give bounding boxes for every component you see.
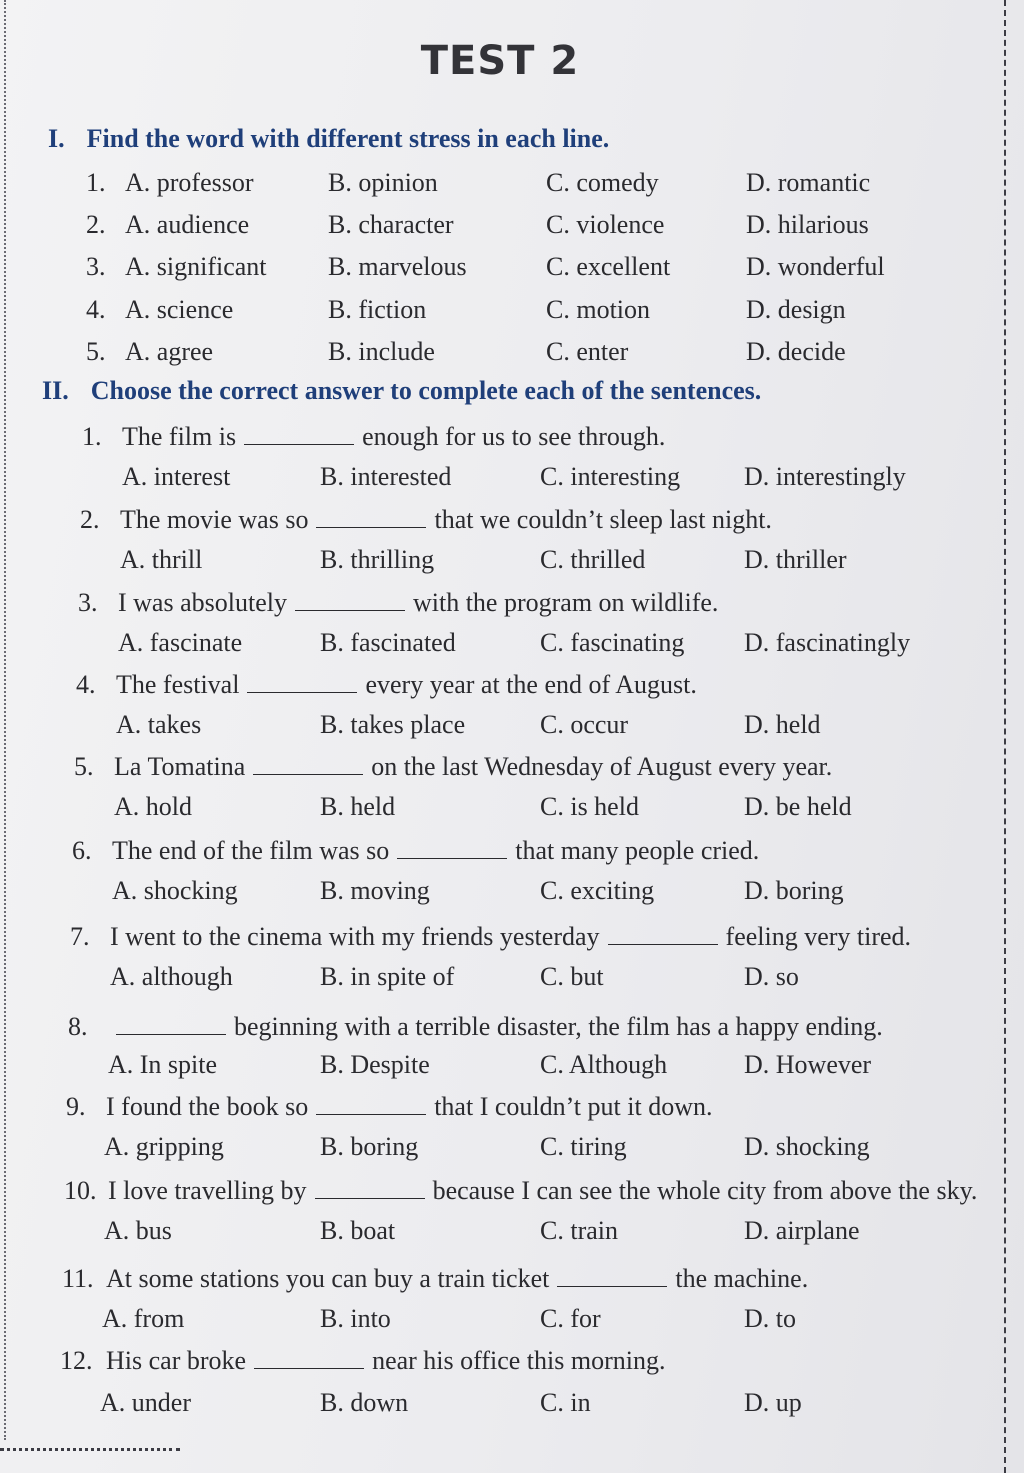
option-d[interactable]: D. fascinatingly <box>744 628 911 657</box>
option-b[interactable]: B. fiction <box>328 295 427 324</box>
option-b[interactable]: B. fascinated <box>320 628 456 657</box>
option-d[interactable]: D. However <box>744 1050 872 1079</box>
option-a[interactable]: A. fascinate <box>118 628 243 657</box>
answer-blank[interactable] <box>557 1286 667 1287</box>
stress-question-row <box>0 337 1000 377</box>
question-number: 10. <box>64 1176 97 1205</box>
option-a[interactable]: A. agree <box>125 337 214 366</box>
option-a[interactable]: A. significant <box>125 252 267 281</box>
option-c[interactable]: C. motion <box>546 295 651 324</box>
question-stem-after: on the last Wednesday of August every year. <box>371 752 833 781</box>
question-row <box>0 422 1000 462</box>
answer-blank[interactable] <box>397 858 507 859</box>
right-cut-line <box>1004 0 1006 1473</box>
question-number: 12. <box>60 1346 93 1375</box>
question-text <box>108 1176 977 1206</box>
option-c[interactable]: C. occur <box>540 710 629 739</box>
question-stem-after: that we couldn’t sleep last night. <box>434 505 772 534</box>
page-title: TEST 2 <box>420 38 580 84</box>
option-b[interactable]: B. opinion <box>328 168 438 197</box>
options-row <box>0 876 1000 916</box>
question-text <box>106 1346 665 1376</box>
option-c[interactable]: C. excellent <box>546 252 671 281</box>
option-d[interactable]: D. wonderful <box>746 252 885 281</box>
option-a[interactable]: A. hold <box>114 792 192 821</box>
answer-blank[interactable] <box>254 1368 364 1369</box>
stress-question-row <box>0 252 1000 292</box>
option-b[interactable]: B. marvelous <box>328 252 467 281</box>
question-number: 1. <box>86 168 106 197</box>
options-row <box>0 1216 1000 1256</box>
question-stem-after: near his office this morning. <box>372 1346 666 1375</box>
option-b[interactable]: B. boat <box>320 1216 396 1245</box>
question-text <box>106 1264 808 1294</box>
question-number: 5. <box>74 752 94 781</box>
answer-blank[interactable] <box>315 1198 425 1199</box>
option-d[interactable]: D. be held <box>744 792 852 821</box>
option-d[interactable]: D. romantic <box>746 168 871 197</box>
answer-blank[interactable] <box>247 692 357 693</box>
question-number: 9. <box>66 1092 86 1121</box>
question-text <box>120 505 772 535</box>
option-c[interactable]: C. Although <box>540 1050 668 1079</box>
question-text <box>112 836 759 866</box>
question-row <box>0 588 1000 628</box>
option-c[interactable]: C. in <box>540 1388 591 1417</box>
options-row <box>0 462 1000 502</box>
option-a[interactable]: A. audience <box>125 210 250 239</box>
option-b[interactable]: B. down <box>320 1388 409 1417</box>
answer-blank[interactable] <box>244 444 354 445</box>
options-row <box>0 1304 1000 1344</box>
question-row <box>0 505 1000 545</box>
option-d[interactable]: D. held <box>744 710 821 739</box>
option-b[interactable]: B. thrilling <box>320 545 435 574</box>
question-stem-after: enough for us to see through. <box>362 422 666 451</box>
question-text <box>108 1012 883 1042</box>
bottom-cut-line <box>0 1448 180 1451</box>
option-c[interactable]: C. tiring <box>540 1132 627 1161</box>
option-d[interactable]: D. design <box>746 295 846 324</box>
option-c[interactable]: C. thrilled <box>540 545 646 574</box>
option-a[interactable]: A. although <box>110 962 233 991</box>
question-number: 8. <box>68 1012 88 1041</box>
question-text <box>122 422 665 452</box>
question-stem-before: I found the book so <box>106 1092 309 1121</box>
question-stem-after: with the program on wildlife. <box>412 588 719 617</box>
options-row <box>0 628 1000 668</box>
option-b[interactable]: B. boring <box>320 1132 419 1161</box>
question-number: 2. <box>86 210 106 239</box>
option-b[interactable]: B. include <box>328 337 435 366</box>
options-row <box>0 1132 1000 1172</box>
stress-question-row <box>0 210 1000 250</box>
question-stem-before: I went to the cinema with my friends yesterday <box>110 922 600 951</box>
section-2-number: II. <box>42 376 69 405</box>
option-c[interactable]: C. fascinating <box>540 628 685 657</box>
answer-blank[interactable] <box>608 944 718 945</box>
question-stem-before: His car broke <box>106 1346 247 1375</box>
option-b[interactable]: B. held <box>320 792 396 821</box>
options-row <box>0 545 1000 585</box>
question-stem-before: I love travelling by <box>108 1176 307 1205</box>
question-text <box>116 670 697 700</box>
option-d[interactable]: D. to <box>744 1304 796 1333</box>
question-number: 5. <box>86 337 106 366</box>
option-a[interactable]: A. takes <box>116 710 202 739</box>
answer-blank[interactable] <box>116 1034 226 1035</box>
question-stem-after: feeling very tired. <box>725 922 912 951</box>
question-stem-before: The festival <box>116 670 240 699</box>
option-b[interactable]: B. moving <box>320 876 430 905</box>
option-b[interactable]: B. character <box>328 210 454 239</box>
option-a[interactable]: A. shocking <box>112 876 238 905</box>
question-row <box>0 752 1000 792</box>
option-a[interactable]: A. professor <box>125 168 254 197</box>
answer-blank[interactable] <box>316 527 426 528</box>
option-c[interactable]: C. violence <box>546 210 665 239</box>
options-row <box>0 1050 1000 1090</box>
option-d[interactable]: D. airplane <box>744 1216 860 1245</box>
options-row <box>0 792 1000 832</box>
question-stem-after: beginning with a terrible disaster, the film has a happy ending. <box>234 1012 883 1041</box>
question-number: 2. <box>80 505 100 534</box>
question-stem-after: because I can see the whole city from above the sky. <box>432 1176 978 1205</box>
option-c[interactable]: C. exciting <box>540 876 655 905</box>
question-stem-after: that many people cried. <box>515 836 760 865</box>
question-stem-after: every year at the end of August. <box>365 670 697 699</box>
section-1-heading <box>48 124 609 154</box>
question-stem-before: I was absolutely <box>118 588 287 617</box>
question-stem-after: that I couldn’t put it down. <box>434 1092 713 1121</box>
option-a[interactable]: A. science <box>125 295 234 324</box>
option-c[interactable]: C. is held <box>540 792 639 821</box>
question-text <box>118 588 718 618</box>
question-stem-before: At some stations you can buy a train ticket <box>106 1264 550 1293</box>
option-c[interactable]: C. interesting <box>540 462 681 491</box>
section-1-number: I. <box>48 124 65 153</box>
question-number: 3. <box>78 588 98 617</box>
option-b[interactable]: B. interested <box>320 462 452 491</box>
section-2-instruction: Choose the correct answer to complete each of the sentences. <box>90 376 762 405</box>
question-row <box>0 1264 1000 1304</box>
question-row <box>0 1176 1000 1216</box>
stress-question-row <box>0 295 1000 335</box>
option-d[interactable]: D. hilarious <box>746 210 869 239</box>
question-row <box>0 922 1000 962</box>
option-d[interactable]: D. up <box>744 1388 802 1417</box>
question-number: 1. <box>82 422 102 451</box>
option-b[interactable]: B. in spite of <box>320 962 455 991</box>
question-number: 3. <box>86 252 106 281</box>
options-row <box>0 1388 1000 1428</box>
question-row <box>0 670 1000 710</box>
question-row <box>0 1346 1000 1386</box>
section-2-heading <box>42 376 761 406</box>
options-row <box>0 710 1000 750</box>
option-d[interactable]: D. thriller <box>744 545 847 574</box>
option-d[interactable]: D. shocking <box>744 1132 870 1161</box>
option-a[interactable]: A. from <box>102 1304 185 1333</box>
answer-blank[interactable] <box>295 610 405 611</box>
option-a[interactable]: A. interest <box>122 462 231 491</box>
section-1-instruction: Find the word with different stress in each line. <box>86 124 610 153</box>
option-b[interactable]: B. takes place <box>320 710 466 739</box>
question-number: 4. <box>76 670 96 699</box>
question-row <box>0 1012 1000 1052</box>
question-row <box>0 1092 1000 1132</box>
option-d[interactable]: D. interestingly <box>744 462 906 491</box>
option-a[interactable]: A. gripping <box>104 1132 224 1161</box>
option-a[interactable]: A. bus <box>104 1216 172 1245</box>
option-b[interactable]: B. Despite <box>320 1050 430 1079</box>
option-a[interactable]: A. thrill <box>120 545 203 574</box>
question-stem-before: The movie was so <box>120 505 309 534</box>
question-text <box>110 922 911 952</box>
option-c[interactable]: C. but <box>540 962 604 991</box>
option-a[interactable]: A. In spite <box>108 1050 218 1079</box>
question-number: 4. <box>86 295 106 324</box>
stress-question-row <box>0 168 1000 208</box>
answer-blank[interactable] <box>316 1114 426 1115</box>
option-c[interactable]: C. train <box>540 1216 618 1245</box>
question-number: 7. <box>70 922 90 951</box>
option-d[interactable]: D. so <box>744 962 799 991</box>
option-d[interactable]: D. boring <box>744 876 844 905</box>
question-number: 6. <box>72 836 92 865</box>
option-d[interactable]: D. decide <box>746 337 846 366</box>
question-stem-before: The end of the film was so <box>112 836 390 865</box>
option-a[interactable]: A. under <box>100 1388 191 1417</box>
option-c[interactable]: C. enter <box>546 337 629 366</box>
question-text <box>106 1092 712 1122</box>
option-c[interactable]: C. comedy <box>546 168 659 197</box>
question-stem-before: The film is <box>122 422 237 451</box>
question-stem-after: the machine. <box>675 1264 809 1293</box>
option-b[interactable]: B. into <box>320 1304 391 1333</box>
answer-blank[interactable] <box>253 774 363 775</box>
question-text <box>114 752 832 782</box>
question-row <box>0 836 1000 876</box>
options-row <box>0 962 1000 1002</box>
question-number: 11. <box>62 1264 94 1293</box>
option-c[interactable]: C. for <box>540 1304 601 1333</box>
question-stem-before: La Tomatina <box>114 752 246 781</box>
